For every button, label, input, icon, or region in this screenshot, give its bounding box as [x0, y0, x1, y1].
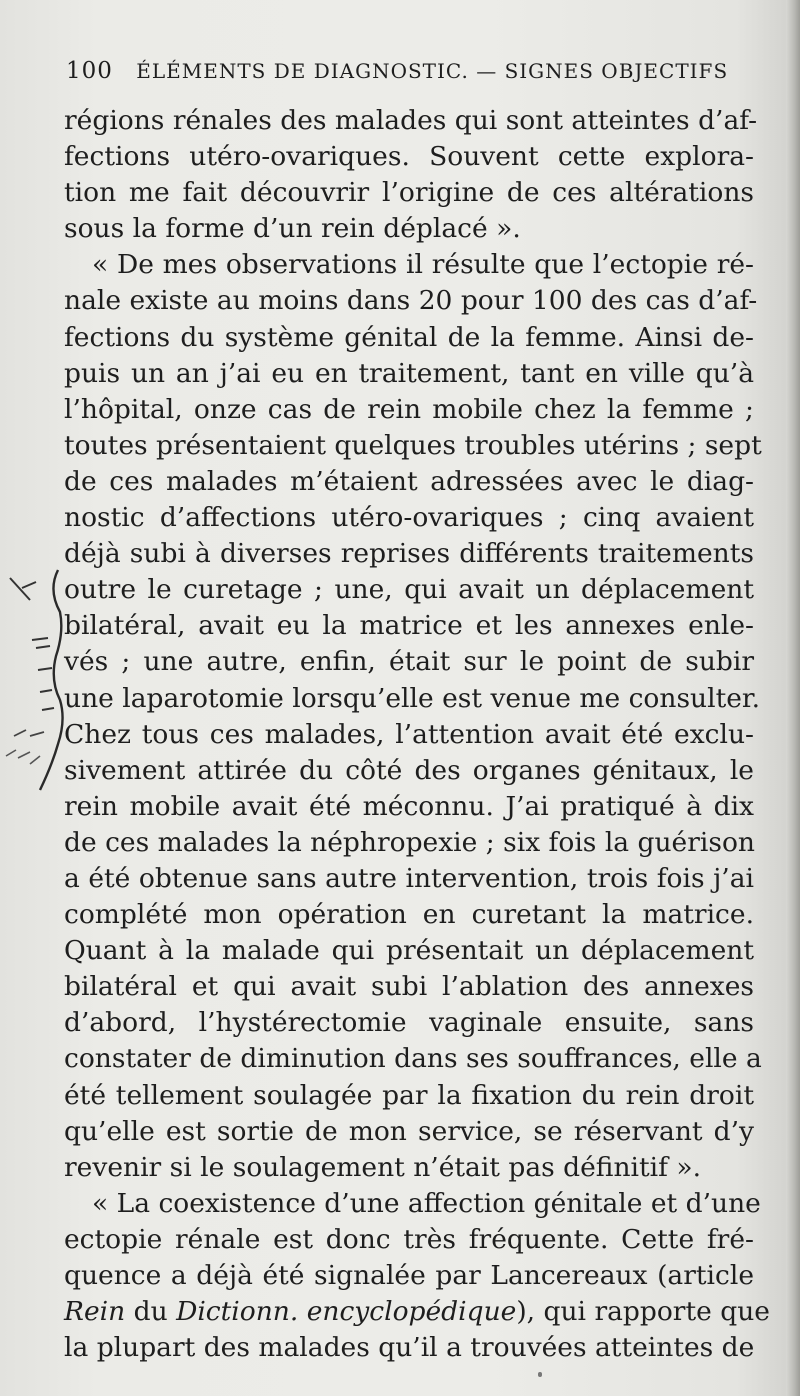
- text-line: constater de diminution dans ses souffrances, elle a: [64, 1043, 762, 1075]
- text-line: la plupart des malades qu’il a trouvées atteintes de: [64, 1332, 755, 1364]
- text-line: complété mon opération en curetant la matrice.: [64, 899, 754, 931]
- text-line: a été obtenue sans autre intervention, trois fois j’ai: [64, 862, 754, 894]
- text-line: qu’elle est sortie de mon service, se réservant d’y: [64, 1115, 754, 1147]
- text-line: fections du système génital de la femme. Ainsi de-: [64, 321, 754, 353]
- text-line: ectopie rénale est donc très fréquente. Cette fré-: [64, 1223, 754, 1255]
- text-line: été tellement soulagée par la fixation du rein droit: [64, 1079, 754, 1111]
- text-line: outre le curetage ; une, qui avait un déplacement: [64, 574, 754, 606]
- text-line: rein mobile avait été méconnu. J’ai pratiqué à dix: [64, 790, 754, 822]
- handwritten-marginal-mark: [0, 560, 70, 800]
- text-line: Quant à la malade qui présentait un déplacement: [64, 935, 754, 967]
- italic-dictionnaire: Dictionn. encyclopédique: [176, 1296, 517, 1328]
- text-line: vés ; une autre, enfin, était sur le point de subir: [64, 646, 754, 678]
- text-line: « De mes observations il résulte que l’ectopie ré-: [92, 249, 754, 281]
- text-line: de ces malades m’étaient adressées avec le diag-: [64, 465, 754, 497]
- text-line: revenir si le soulagement n’était pas définitif ».: [64, 1151, 702, 1183]
- text-line: d’abord, l’hystérectomie vaginale ensuite, sans: [64, 1007, 754, 1039]
- text-line: déjà subi à diverses reprises différents traitements: [64, 538, 754, 570]
- text-line: tion me fait découvrir l’origine de ces altérations: [64, 177, 754, 209]
- running-header: [66, 58, 729, 84]
- page-edge-shadow: [786, 0, 800, 1396]
- page-number: 100: [66, 58, 113, 84]
- text-line: une laparotomie lorsqu’elle est venue me consulter.: [64, 682, 761, 714]
- text-line: bilatéral, avait eu la matrice et les annexes enle-: [64, 610, 754, 642]
- text-line: de ces malades la néphropexie ; six fois la guérison: [64, 826, 755, 858]
- text-line: l’hôpital, onze cas de rein mobile chez la femme ;: [64, 393, 754, 425]
- running-title: ÉLÉMENTS DE DIAGNOSTIC. — SIGNES OBJECTIFS: [136, 59, 729, 83]
- text-line: sous la forme d’un rein déplacé ».: [64, 213, 521, 245]
- text-line: nale existe au moins dans 20 pour 100 des cas d’af-: [64, 285, 758, 317]
- text-line: bilatéral et qui avait subi l’ablation des annexes: [64, 971, 754, 1003]
- text-line: puis un an j’ai eu en traitement, tant en ville qu’à: [64, 357, 754, 389]
- italic-rein: Rein: [64, 1296, 126, 1328]
- ink-speck: [538, 1372, 542, 1377]
- text-line: quence a déjà été signalée par Lancereaux (article: [64, 1260, 754, 1291]
- body-text: [64, 103, 770, 1366]
- text-line: fections utéro-ovariques. Souvent cette explora-: [64, 141, 754, 173]
- text-line: nostic d’affections utéro-ovariques ; cinq avaient: [64, 502, 754, 534]
- text-line: Chez tous ces malades, l’attention avait été exclu-: [64, 718, 754, 750]
- text-line: régions rénales des malades qui sont atteintes d’af-: [64, 105, 758, 136]
- text-line: Rein du Dictionn. encyclopédique), qui rapporte que: [64, 1296, 770, 1328]
- text-line: sivement attirée du côté des organes génitaux, le: [64, 754, 754, 786]
- text-line: « La coexistence d’une affection génitale et d’une: [92, 1187, 761, 1219]
- text-line: toutes présentaient quelques troubles utérins ; sept: [64, 429, 762, 461]
